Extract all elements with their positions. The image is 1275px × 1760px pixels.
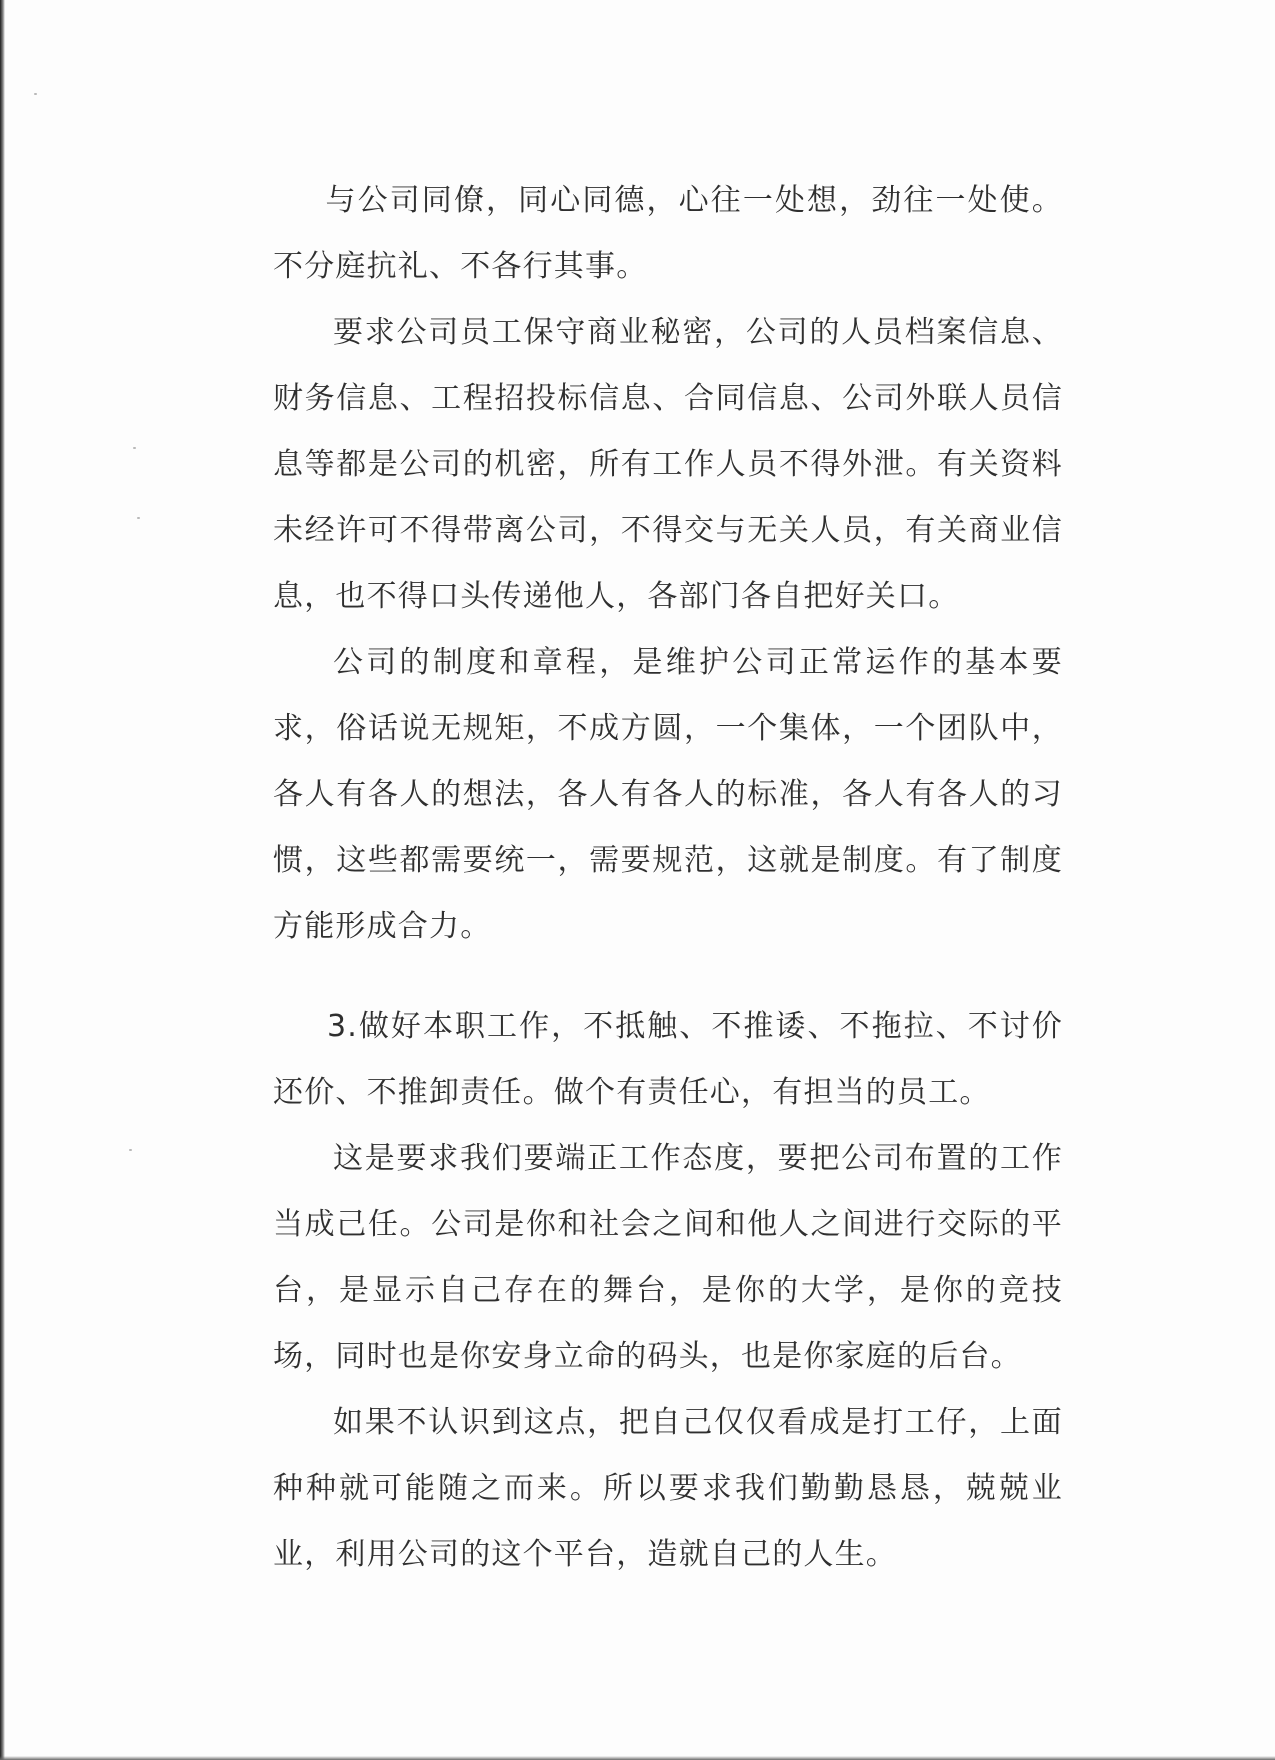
paragraph-rules-and-regulations: 公司的制度和章程，是维护公司正常运作的基本要求，俗话说无规矩，不成方圆，一个集体，一个团队中，各人有各人的想法，各人有各人的标准，各人有各人的习惯，这些都需要统一，需要规范，这就是制度。有了制度方能形成合力。 [273, 645, 1063, 944]
scan-speck [34, 93, 37, 95]
scan-shadow-left [0, 0, 5, 1760]
scan-speck [133, 447, 136, 449]
paragraph-conclusion: 如果不认识到这点，把自己仅仅看成是打工仔，上面种种就可能随之而来。所以要求我们勤勤恳恳，兢兢业业，利用公司的这个平台，造就自己的人生。 [273, 1405, 1063, 1572]
paragraph-trade-secrets: 要求公司员工保守商业秘密，公司的人员档案信息、财务信息、工程招投标信息、合同信息、公司外联人员信息等都是公司的机密，所有工作人员不得外泄。有关资料未经许可不得带离公司，不得交与无关人员，有关商业信息，也不得口头传递他人，各部门各自把好关口。 [273, 315, 1063, 614]
scan-speck [129, 1149, 132, 1151]
paragraph-work-attitude: 这是要求我们要端正工作态度，要把公司布置的工作当成己任。公司是你和社会之间和他人之间进行交际的平台，是显示自己存在的舞台，是你的大学，是你的竞技场，同时也是你安身立命的码头，也是你家庭的后台。 [273, 1141, 1063, 1374]
scan-speck [137, 517, 140, 519]
paragraph-colleagues: 与公司同僚，同心同德，心往一处想，劲往一处使。不分庭抗礼、不各行其事。 [273, 183, 1063, 284]
section-heading-3: 3.做好本职工作，不抵触、不推诿、不拖拉、不讨价还价、不推卸责任。做个有责任心，有担当的员工。 [273, 1009, 1063, 1110]
document-body [273, 168, 1063, 1588]
scan-shadow-bottom [0, 1756, 1275, 1760]
